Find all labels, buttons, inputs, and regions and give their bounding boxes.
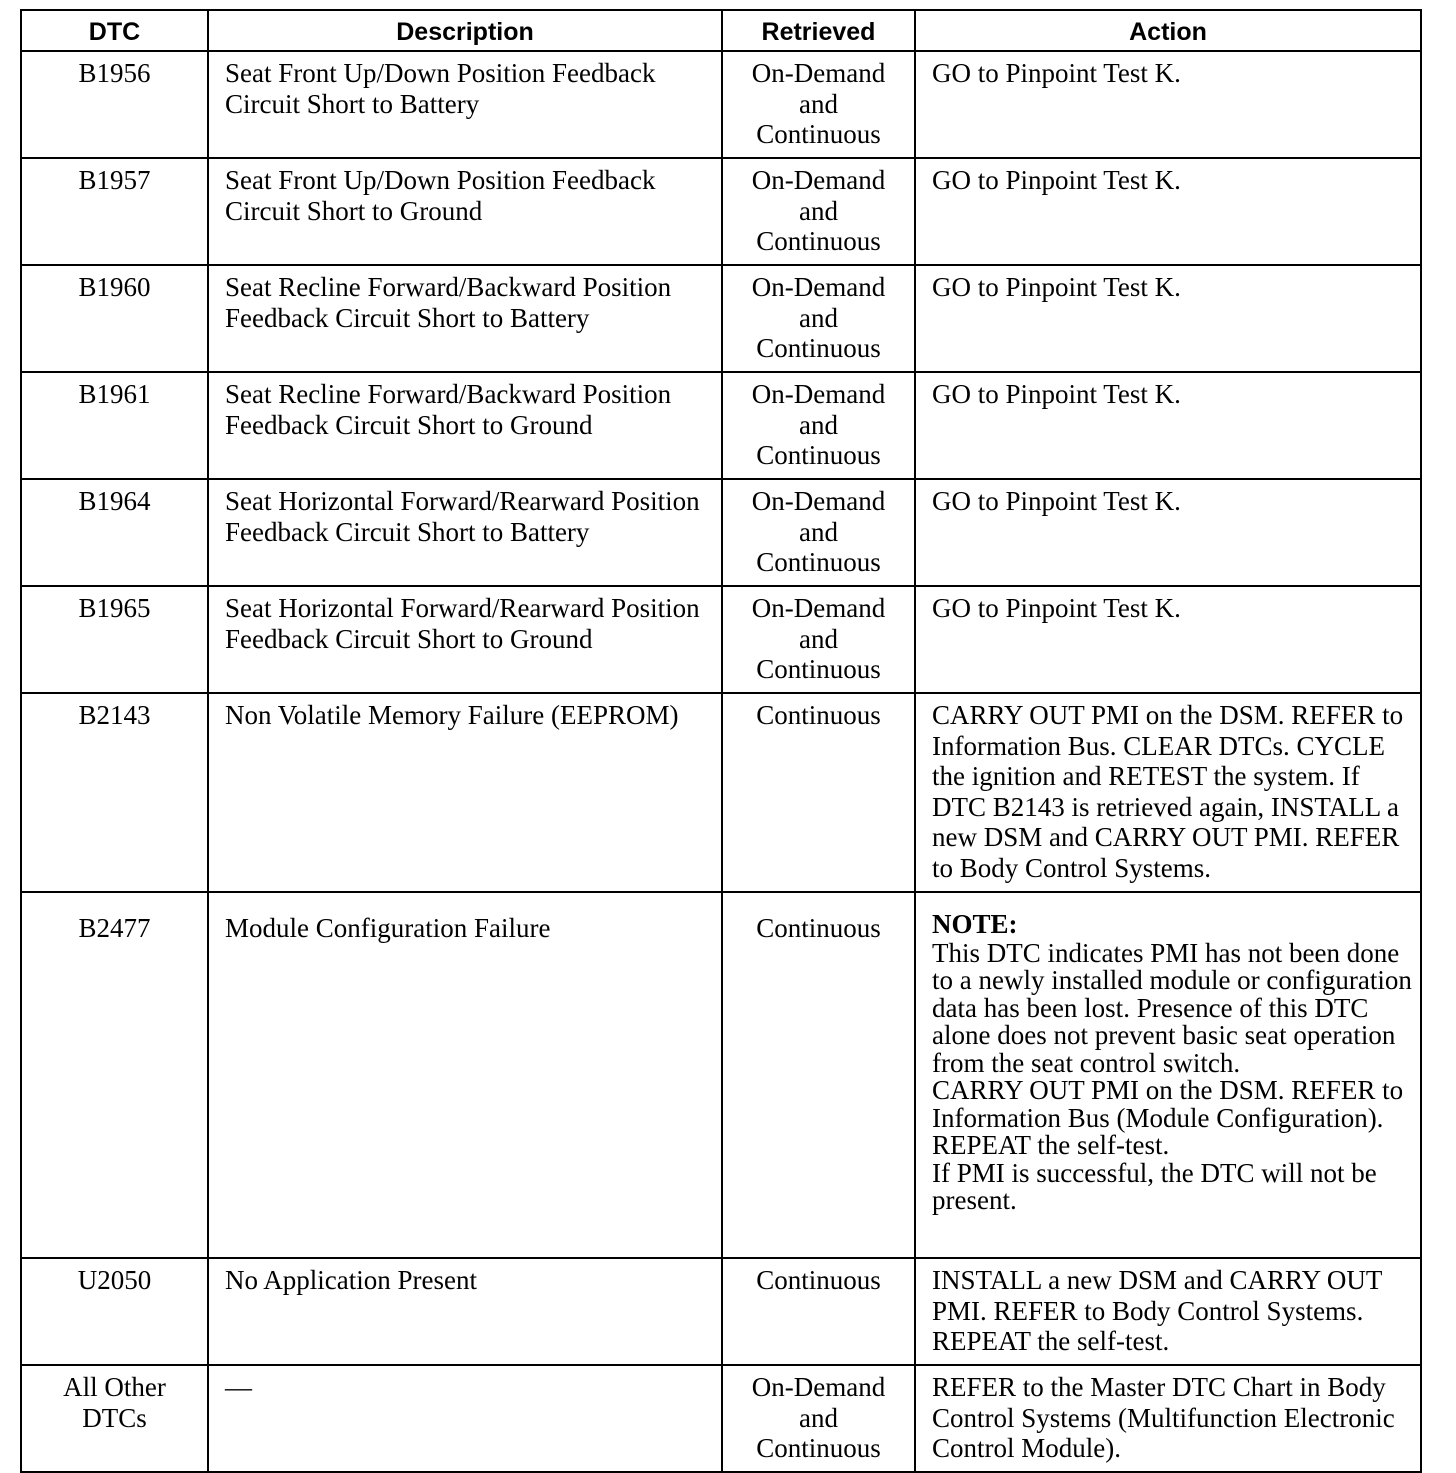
dtc-code-line: DTCs: [82, 1402, 147, 1433]
dtc-table: [20, 9, 1422, 1473]
dtc-description: Module Configuration Failure: [208, 892, 722, 1258]
table-row: [21, 265, 1421, 372]
dtc-retrieved: [722, 586, 915, 693]
dtc-retrieved: [722, 892, 915, 1258]
dtc-code-line: All Other: [63, 1372, 166, 1402]
retrieved-line: Continuous: [756, 654, 881, 684]
dtc-code: B1965: [21, 586, 208, 693]
table-row: [21, 372, 1421, 479]
table-row: [21, 158, 1421, 265]
retrieved-line: and: [799, 88, 838, 119]
dtc-action: GO to Pinpoint Test K.: [915, 586, 1421, 693]
dtc-retrieved: [722, 1258, 915, 1365]
dtc-description: —: [208, 1365, 722, 1472]
dtc-retrieved: [722, 372, 915, 479]
table-row: [21, 693, 1421, 892]
dtc-retrieved: [722, 51, 915, 158]
table-row: [21, 586, 1421, 693]
dtc-code: B2477: [21, 892, 208, 1258]
note-action: CARRY OUT PMI on the DSM. REFER to Information Bus (Module Configuration). REPEAT the self-test.: [932, 1075, 1404, 1160]
dtc-action: GO to Pinpoint Test K.: [915, 372, 1421, 479]
dtc-code: B2143: [21, 693, 208, 892]
header-row: [21, 10, 1421, 51]
retrieved-line: Continuous: [756, 333, 881, 363]
retrieved-line: Continuous: [756, 226, 881, 256]
dtc-action: CARRY OUT PMI on the DSM. REFER to Information Bus. CLEAR DTCs. CYCLE the ignition and RETEST the system. If DTC B2143 is retrieved again, INSTALL a new DSM and CARRY OUT PMI. REFER to Body Control Systems.: [915, 693, 1421, 892]
dtc-code: [21, 1365, 208, 1472]
retrieved-line: On-Demand: [751, 272, 886, 302]
retrieved-line: and: [799, 195, 838, 226]
dtc-description: Seat Horizontal Forward/Rearward Position Feedback Circuit Short to Battery: [208, 479, 722, 586]
dtc-action: [915, 892, 1421, 1258]
retrieved-line: and: [799, 302, 838, 333]
header-retrieved: Retrieved: [722, 10, 915, 51]
retrieved-line: Continuous: [756, 547, 881, 577]
dtc-code: U2050: [21, 1258, 208, 1365]
retrieved-line: Continuous: [756, 700, 881, 730]
header-dtc: DTC: [21, 10, 208, 51]
dtc-action: GO to Pinpoint Test K.: [915, 265, 1421, 372]
table-row: [21, 892, 1421, 1258]
dtc-retrieved: [722, 1365, 915, 1472]
dtc-action: REFER to the Master DTC Chart in Body Control Systems (Multifunction Electronic Control Module).: [915, 1365, 1421, 1472]
header-action: Action: [915, 10, 1421, 51]
table-row: [21, 51, 1421, 158]
dtc-code: B1961: [21, 372, 208, 479]
retrieved-line: Continuous: [756, 913, 881, 943]
table-row: [21, 479, 1421, 586]
table-row: [21, 1258, 1421, 1365]
retrieved-line: On-Demand: [751, 165, 886, 195]
dtc-retrieved: [722, 479, 915, 586]
dtc-action: GO to Pinpoint Test K.: [915, 479, 1421, 586]
note-result: If PMI is successful, the DTC will not be present.: [932, 1157, 1377, 1215]
retrieved-line: On-Demand: [751, 58, 886, 88]
retrieved-line: and: [799, 516, 838, 547]
note-body: This DTC indicates PMI has not been done to a newly installed module or configuration data has been lost. Presence of this DTC alone does not prevent basic seat operation from the seat control switch.: [932, 937, 1412, 1078]
dtc-retrieved: [722, 158, 915, 265]
retrieved-line: Continuous: [756, 440, 881, 470]
dtc-code: B1956: [21, 51, 208, 158]
dtc-code: B1957: [21, 158, 208, 265]
retrieved-line: On-Demand: [751, 1372, 886, 1402]
dtc-code: B1960: [21, 265, 208, 372]
retrieved-line: On-Demand: [751, 379, 886, 409]
dtc-description: Seat Horizontal Forward/Rearward Position Feedback Circuit Short to Ground: [208, 586, 722, 693]
retrieved-line: On-Demand: [751, 486, 886, 516]
retrieved-line: and: [799, 409, 838, 440]
dtc-action: GO to Pinpoint Test K.: [915, 158, 1421, 265]
retrieved-line: On-Demand: [751, 593, 886, 623]
table-row: [21, 1365, 1421, 1472]
dtc-description: Seat Front Up/Down Position Feedback Circuit Short to Ground: [208, 158, 722, 265]
dtc-description: No Application Present: [208, 1258, 722, 1365]
dtc-description: Seat Recline Forward/Backward Position Feedback Circuit Short to Battery: [208, 265, 722, 372]
header-description: Description: [208, 10, 722, 51]
retrieved-line: Continuous: [756, 119, 881, 149]
retrieved-line: Continuous: [756, 1265, 881, 1295]
dtc-description: Seat Recline Forward/Backward Position Feedback Circuit Short to Ground: [208, 372, 722, 479]
note-title: NOTE:: [932, 909, 1018, 939]
dtc-description: Non Volatile Memory Failure (EEPROM): [208, 693, 722, 892]
dtc-action: INSTALL a new DSM and CARRY OUT PMI. REFER to Body Control Systems. REPEAT the self-test.: [915, 1258, 1421, 1365]
dtc-description: Seat Front Up/Down Position Feedback Circuit Short to Battery: [208, 51, 722, 158]
dtc-action: GO to Pinpoint Test K.: [915, 51, 1421, 158]
dtc-code: B1964: [21, 479, 208, 586]
retrieved-line: and: [799, 623, 838, 654]
dtc-retrieved: [722, 693, 915, 892]
dtc-retrieved: [722, 265, 915, 372]
retrieved-line: and: [799, 1402, 838, 1433]
retrieved-line: Continuous: [756, 1433, 881, 1463]
